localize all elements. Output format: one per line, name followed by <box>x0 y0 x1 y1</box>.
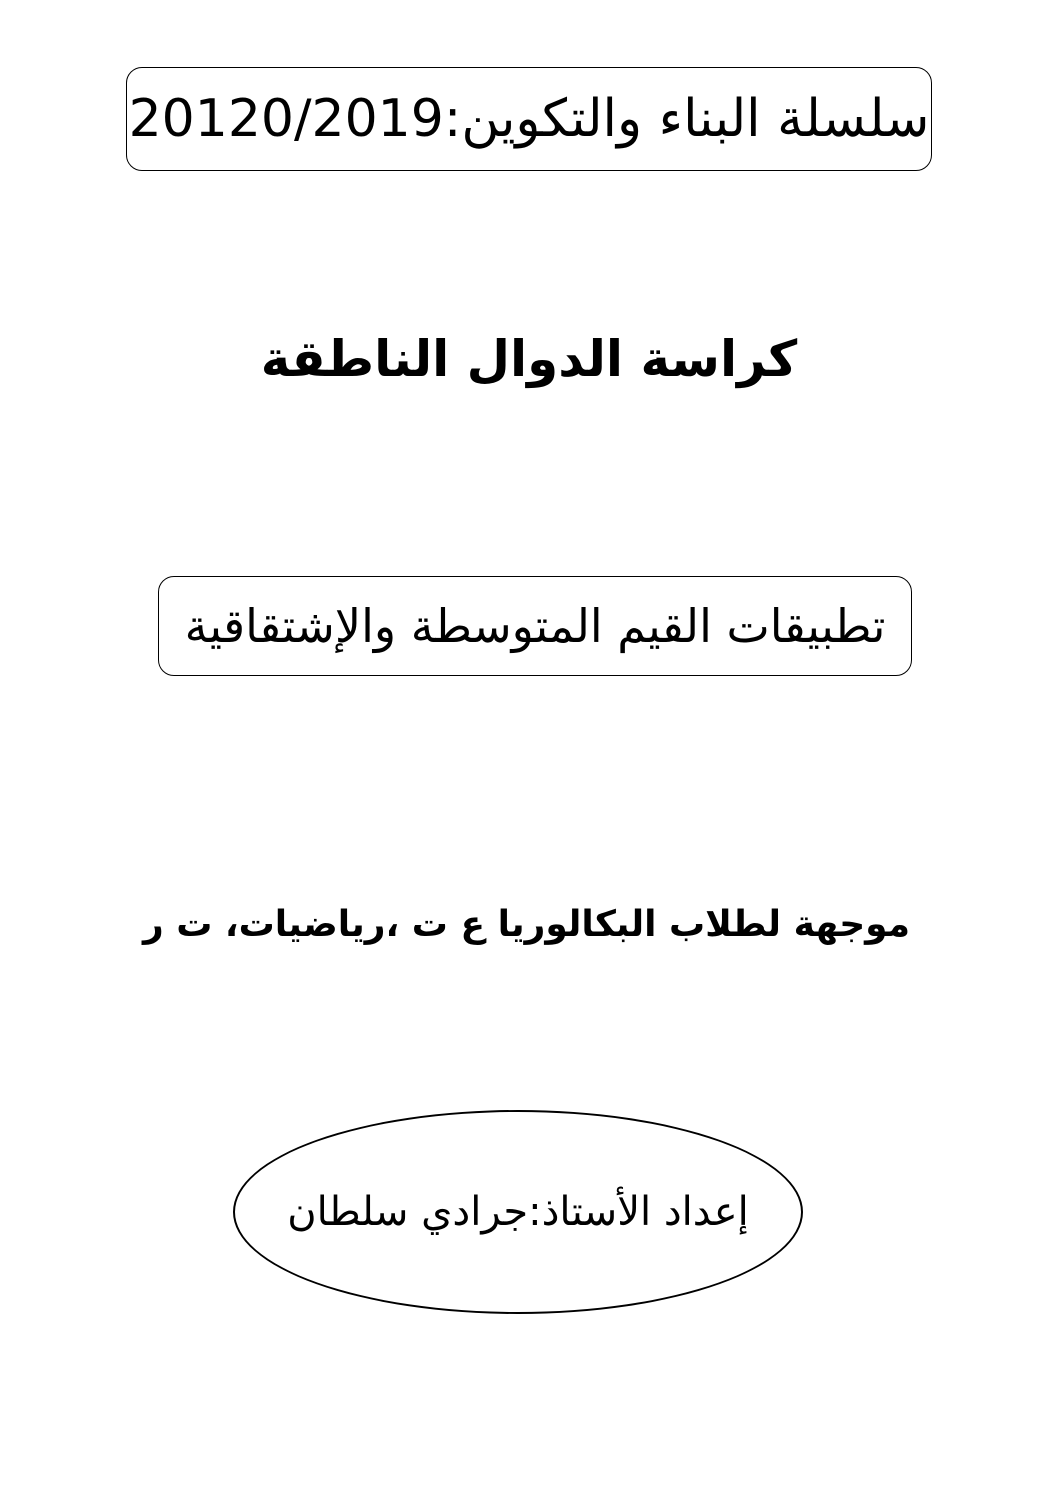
subtitle-box <box>158 576 912 676</box>
document-title: كراسة الدوال الناطقة <box>260 330 798 388</box>
series-label: سلسلة البناء والتكوين:20120/2019 <box>128 89 930 149</box>
author-oval <box>233 1110 803 1314</box>
document-subtitle: تطبيقات القيم المتوسطة والإشتقاقية <box>184 599 886 653</box>
author-label: إعداد الأستاذ:جرادي سلطان <box>287 1189 749 1235</box>
target-audience: موجهة لطلاب البكالوريا ع ت ،رياضيات، ت ر <box>142 904 910 945</box>
series-header-box <box>126 67 932 171</box>
